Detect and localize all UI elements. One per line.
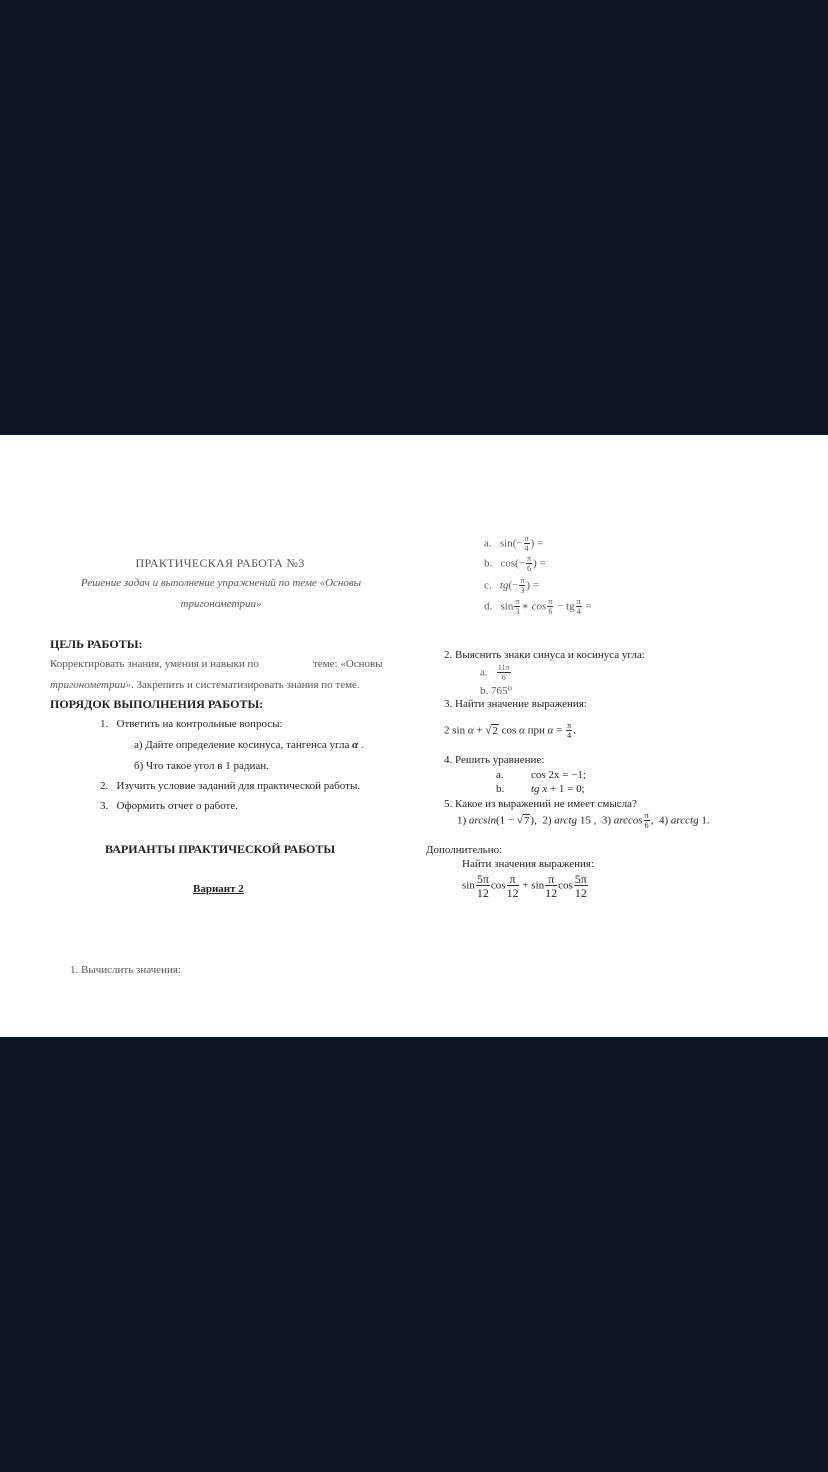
order-heading: ПОРЯДОК ВЫПОЛНЕНИЯ РАБОТЫ: xyxy=(50,697,264,711)
calc-item-d: d. sin $\frac{\pi}{3}$ ∗ cos $\frac{\pi}{6}$ − tg $\frac{\pi}{4}$ = xyxy=(484,597,592,616)
question-a: а) Дайте определение косинуса, тангенса угла α . xyxy=(134,739,364,751)
calc-item-b: b. cos(− $\frac{\pi}{6}$ ) = xyxy=(484,554,546,573)
task-3: 3. Найти значение выражения: xyxy=(444,698,587,710)
goal-text-2: тригонометрии». Закрепить и систематизировать знания по теме. xyxy=(50,679,360,691)
extra-expression: sin $\frac{5\pi}{12}$ cos $\frac{\pi}{12}$ + sin $\frac{\pi}{12}$ cos $\frac{5\pi}{12}$ xyxy=(462,872,587,900)
task-4-b: tg x + 1 = 0; xyxy=(531,783,585,795)
task-2-b: b. 765⁰ xyxy=(480,685,512,697)
doc-subtitle-line2: тригонометрии» xyxy=(180,598,262,610)
step-1: 1. Ответить на контрольные вопросы: xyxy=(100,718,283,730)
goal-text-1: Корректировать знания, умения и навыки по xyxy=(50,658,259,670)
doc-title: ПРАКТИЧЕСКАЯ РАБОТА №3 xyxy=(135,556,305,570)
task-3-expression: 2 sin α + √2 cos α при α = $\frac{\pi}{4}$ . xyxy=(444,721,576,740)
task-4-b-letter: b. xyxy=(496,783,505,795)
task-5-options: 1) arcsin(1 − √7), 2) arctg 15 , 3) arccos $\frac{\pi}{6}$ , 4) arcctg 1. xyxy=(457,811,710,830)
question-b: б) Что такое угол в 1 радиан. xyxy=(134,760,269,772)
variants-heading: ВАРИАНТЫ ПРАКТИЧЕСКОЙ РАБОТЫ xyxy=(105,842,336,856)
task-4-a-letter: a. xyxy=(496,769,504,781)
task-4: 4. Решить уравнение: xyxy=(444,754,545,766)
calc-item-a: a. sin(− $\frac{\pi}{4}$ ) = xyxy=(484,534,544,553)
step-3: 3. Оформить отчет о работе. xyxy=(100,800,238,812)
task-2-a: a. $\frac{11\pi}{6}$ xyxy=(480,663,510,682)
goal-heading: ЦЕЛЬ РАБОТЫ: xyxy=(50,637,143,651)
extra-task: Найти значения выражения: xyxy=(462,858,595,870)
calc-item-c: c. tg(− $\frac{\pi}{3}$ ) = xyxy=(484,576,539,595)
task-5: 5. Какое из выражений не имеет смысла? xyxy=(444,798,637,810)
goal-text-1b: теме: «Основы xyxy=(313,658,383,670)
task-1: 1. Вычислить значения: xyxy=(70,964,181,976)
variant-label: Вариант 2 xyxy=(193,883,244,895)
task-4-a: cos 2x = −1; xyxy=(531,769,586,781)
task-2: 2. Выяснить знаки синуса и косинуса угла: xyxy=(444,649,645,661)
doc-subtitle-line1: Решение задач и выполнение упражнений по теме «Основы xyxy=(80,577,362,589)
extra-heading: Дополнительно: xyxy=(426,844,503,856)
step-2: 2. Изучить условие заданий для практической работы. xyxy=(100,780,361,792)
document-page xyxy=(0,435,828,1037)
